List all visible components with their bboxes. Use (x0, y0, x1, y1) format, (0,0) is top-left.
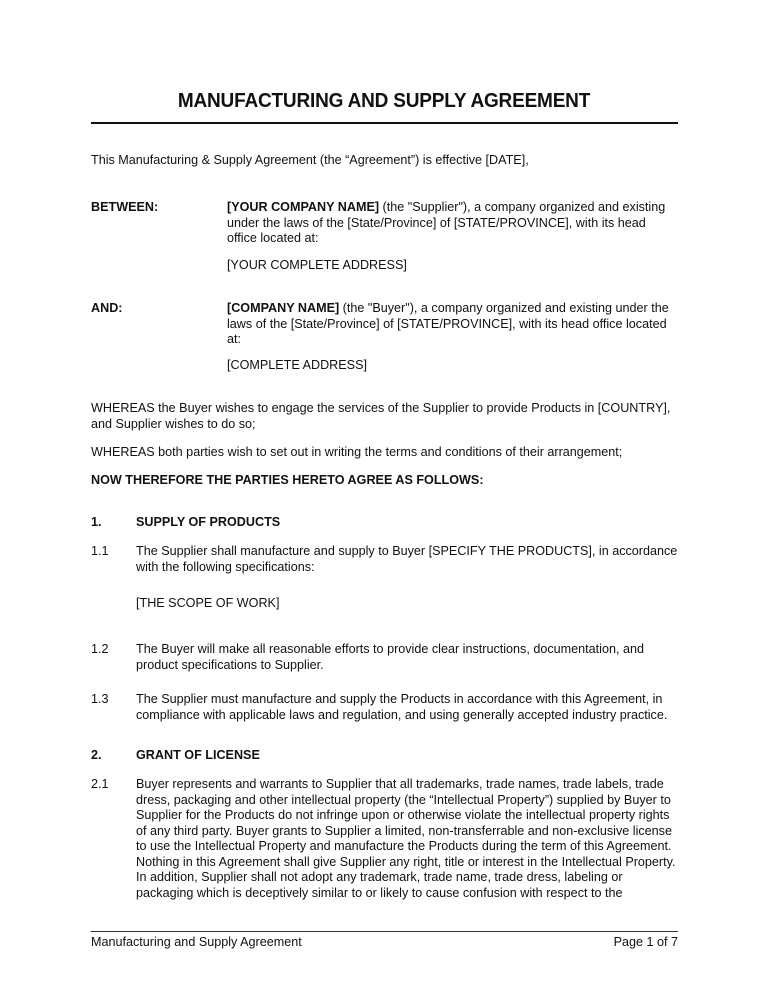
clause-number: 2.1 (91, 777, 109, 791)
recital-paragraph: WHEREAS both parties wish to set out in writing the terms and conditions of their arrangement; (91, 445, 623, 459)
party-buyer-address: [COMPLETE ADDRESS] (227, 358, 367, 372)
party-buyer-name: [COMPANY NAME] (227, 301, 340, 315)
clause-placeholder: [THE SCOPE OF WORK] (136, 596, 280, 610)
party-buyer-text: (the "Buyer"), a company organized and existing under the laws of the [State/Province] of [STATE/PROVINCE], with its head office located at: (227, 301, 669, 346)
document-title: MANUFACTURING AND SUPPLY AGREEMENT (177, 90, 591, 112)
recital-paragraph: WHEREAS the Buyer wishes to engage the services of the Supplier to provide Products in [COUNTRY], and Supplier wishes to do so; (91, 401, 671, 431)
party-supplier-address: [YOUR COMPLETE ADDRESS] (227, 258, 407, 272)
section-number: 2. (91, 748, 102, 762)
agreement-heading: NOW THEREFORE THE PARTIES HERETO AGREE AS FOLLOWS: (91, 473, 484, 487)
party-buyer-description (227, 301, 679, 348)
party-label-between: BETWEEN: (91, 200, 159, 214)
clause-text: Buyer represents and warrants to Supplier that all trademarks, trade names, trade labels, trade dress, packaging and other intellectual property (the “Intellectual Property”) supplied by Buyer to Supplier for the Products do not infringe upon or otherwise violate the intellectual property rights of any third party. Buyer grants to Supplier a limited, non-transferrable and non-exclusive license to use the Intellectual Property and manufacture the Products during the term of this Agreement. Nothing in this Agreement shall give Supplier any right, title or interest in the Intellectual Property. In addition, Supplier shall not adopt any trademark, trade name, trade dress, labeling or packaging which is deceptively similar to or likely to cause confusion with respect to the (136, 777, 676, 900)
footer-page-number: Page 1 of 7 (613, 935, 678, 949)
clause-text: The Buyer will make all reasonable efforts to provide clear instructions, documentation, and product specifications to Supplier. (136, 642, 644, 672)
section-number: 1. (91, 515, 102, 529)
clause-number: 1.1 (91, 544, 109, 558)
clause-text: The Supplier shall manufacture and supply to Buyer [SPECIFY THE PRODUCTS], in accordance with the following specifications: (136, 544, 678, 574)
party-supplier-text: (the "Supplier"), a company organized and existing under the laws of the [State/Province] of [STATE/PROVINCE], with its head office located at: (227, 200, 666, 245)
footer-document-name: Manufacturing and Supply Agreement (91, 935, 302, 949)
party-label-and: AND: (91, 301, 123, 315)
footer-rule (91, 931, 678, 932)
clause-number: 1.3 (91, 692, 109, 706)
intro-paragraph: This Manufacturing & Supply Agreement (the “Agreement”) is effective [DATE], (91, 153, 529, 167)
title-underline (91, 122, 678, 124)
clause-number: 1.2 (91, 642, 109, 656)
clause-text: The Supplier must manufacture and supply the Products in accordance with this Agreement, in compliance with applicable laws and regulation, and using generally accepted industry practice. (136, 692, 668, 722)
party-supplier-description (227, 200, 679, 247)
party-supplier-name: [YOUR COMPANY NAME] (227, 200, 380, 214)
section-heading: SUPPLY OF PRODUCTS (136, 515, 281, 529)
section-heading: GRANT OF LICENSE (136, 748, 260, 762)
